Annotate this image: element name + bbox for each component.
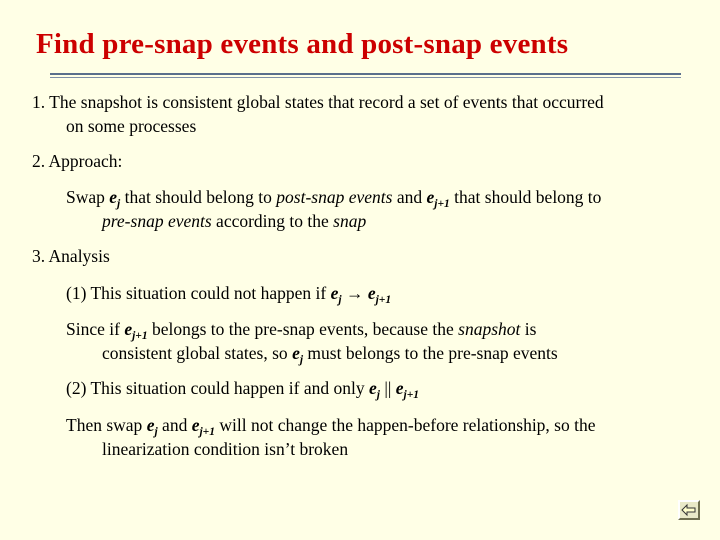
- event-ej: $e_j$: [292, 343, 304, 366]
- point-3-heading: 3. Analysis: [32, 246, 110, 266]
- event-ej1: $e_{j+1}$: [191, 415, 215, 438]
- title-divider-thin: [50, 77, 681, 78]
- event-ej1: $e_{j+1}$: [395, 378, 419, 401]
- approach-line-2: [102, 210, 366, 232]
- event-ej1: $e_{j+1}$: [124, 319, 148, 342]
- point-1-line-1: 1. The snapshot is consistent global states that record a set of events that occurred: [32, 92, 604, 112]
- text-span: will not change the happen-before relationship, so the: [214, 415, 596, 435]
- point-1-line-2: on some processes: [66, 116, 197, 136]
- since-line-1: [66, 318, 536, 340]
- since-line-2: [102, 342, 558, 364]
- parallel-symbol: ||: [379, 378, 396, 398]
- return-arrow-icon: [681, 503, 697, 517]
- text-span: that should belong to: [449, 187, 602, 207]
- title-divider: [50, 73, 681, 75]
- text-span: (1) This situation could not happen if: [66, 283, 331, 303]
- event-ej: $e_j$: [368, 378, 380, 401]
- text-span: that should belong to: [120, 187, 277, 207]
- text-span: and: [392, 187, 427, 207]
- text-span: (2) This situation could happen if and only: [66, 378, 369, 398]
- arrow-symbol: →: [341, 283, 368, 303]
- event-ej: $e_j$: [146, 415, 158, 438]
- event-ej: $e_j$: [109, 187, 121, 210]
- snap-term: snap: [333, 211, 367, 231]
- event-ej: $e_j$: [330, 283, 342, 306]
- return-button[interactable]: [678, 500, 700, 520]
- analysis-1: [66, 282, 391, 304]
- point-2-heading: 2. Approach:: [32, 151, 123, 171]
- text-span: Since if: [66, 319, 125, 339]
- text-span: Then swap: [66, 415, 147, 435]
- then-line-1: [66, 414, 596, 436]
- post-snap-term: post-snap events: [276, 187, 393, 207]
- then-line-2: linearization condition isn’t broken: [102, 439, 349, 459]
- text-span: according to the: [211, 211, 334, 231]
- snapshot-term: snapshot: [458, 319, 521, 339]
- text-span: Swap: [66, 187, 110, 207]
- event-ej1: $e_{j+1}$: [367, 283, 392, 306]
- text-span: and: [157, 415, 192, 435]
- event-ej1: $e_{j+1}$: [426, 187, 450, 210]
- analysis-2: [66, 377, 419, 399]
- text-span: consistent global states, so: [102, 343, 293, 363]
- approach-line-1: [66, 186, 601, 208]
- slide-title: Find pre-snap events and post-snap events: [36, 28, 569, 60]
- text-span: is: [520, 319, 537, 339]
- pre-snap-term: pre-snap events: [102, 211, 212, 231]
- text-span: must belongs to the pre-snap events: [303, 343, 558, 363]
- text-span: belongs to the pre-snap events, because the: [147, 319, 459, 339]
